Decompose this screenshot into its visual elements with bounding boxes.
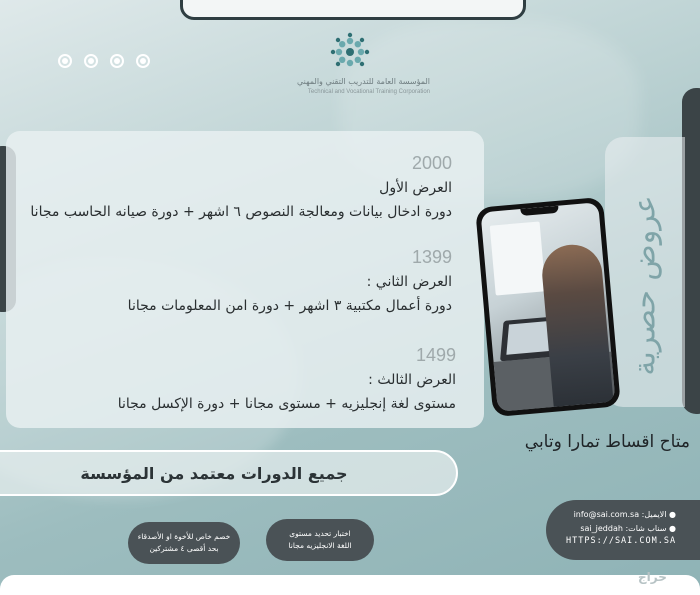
email-text: الايميل: info@sai.com.sa [573, 510, 667, 519]
org-name-en: Technical and Vocational Training Corporation [307, 89, 430, 95]
photo-person [540, 242, 614, 407]
offer-description: مستوى لغة إنجليزيه + مستوى مجانا + دورة الإكسل مجانا [117, 396, 456, 412]
phone-screen-photo [481, 202, 616, 412]
pill-line: خصم خاص للأخوة او الأصدقاء [137, 532, 231, 541]
top-frame-bar [180, 0, 526, 20]
offers-card [6, 131, 484, 428]
offer-3 [0, 345, 456, 412]
offer-title: العرض الثاني : [366, 274, 452, 290]
offer-price: 2000 [411, 153, 452, 173]
phone-notch [520, 206, 558, 216]
pager-dot[interactable] [58, 54, 72, 68]
bottom-frame-bar [0, 575, 700, 595]
offer-title: العرض الثالث : [368, 372, 456, 388]
contact-snap[interactable]: ● سناب شات: sai_jeddah [580, 524, 676, 533]
offer-2 [0, 247, 452, 314]
offer-price: 1399 [411, 247, 452, 267]
pager-dot[interactable] [84, 54, 98, 68]
discount-pill [128, 522, 240, 564]
accreditation-banner [0, 450, 458, 496]
level-test-pill [266, 519, 374, 561]
offer-price: 1499 [415, 345, 456, 365]
tvtc-logo-icon [330, 32, 370, 72]
exclusive-label: عروض حصرية [627, 194, 663, 376]
pill-line: بحد أقصى ٤ مشتركين [149, 544, 219, 553]
offer-description: دورة ادخال بيانات ومعالجة النصوص ٦ اشهر + دورة صيانه الحاسب مجانا [30, 204, 452, 220]
contact-email[interactable]: ● الايميل: info@sai.com.sa [573, 510, 676, 519]
website-link[interactable]: HTTPS://SAI.COM.SA [566, 536, 677, 546]
pager-dot[interactable] [136, 54, 150, 68]
pager-dots [58, 54, 150, 68]
phone-mockup [475, 197, 621, 417]
snap-text: سناب شات: sai_jeddah [580, 524, 667, 533]
offer-description: دورة أعمال مكتبية ٣ اشهر + دورة امن المعلومات مجانا [127, 298, 452, 314]
offer-1 [0, 153, 452, 220]
pill-line: اختبار تحديد مستوى [289, 529, 351, 538]
installments-text: متاح اقساط تمارا وتابي [524, 432, 690, 452]
org-logo [280, 30, 430, 100]
pill-line: اللغة الانجليزيه مجانا [288, 541, 352, 550]
pager-dot[interactable] [110, 54, 124, 68]
org-name-ar: المؤسسة العامة للتدريب التقني والمهني [296, 77, 430, 86]
contact-lines [574, 508, 676, 536]
banner-text: جميع الدورات معتمد من المؤسسة [80, 463, 348, 483]
photo-window [490, 221, 546, 295]
offer-title: العرض الأول [379, 180, 452, 196]
watermark: حراج [638, 570, 667, 584]
